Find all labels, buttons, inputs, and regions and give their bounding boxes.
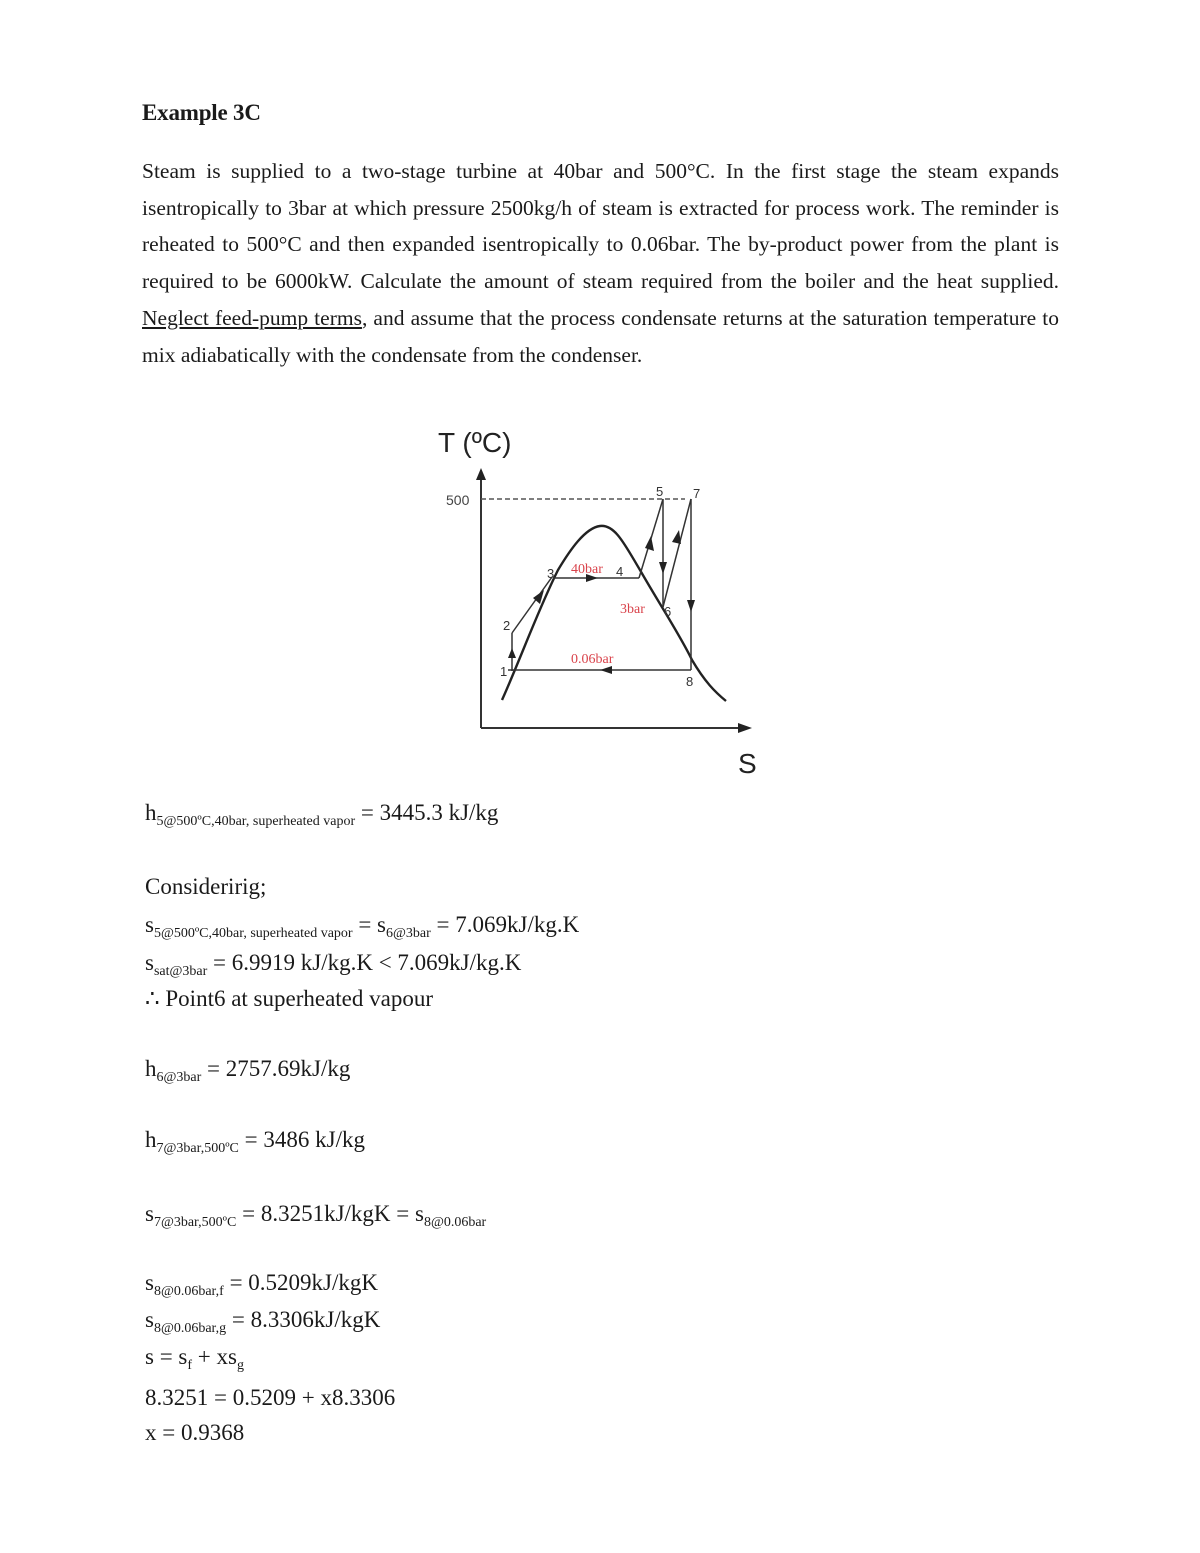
equation-s8g [145, 1307, 380, 1337]
point-label-7: 7 [693, 486, 701, 501]
arrow-4-5-icon [645, 536, 654, 551]
equation-s8f [145, 1270, 378, 1300]
eq-rhs: = 8.3306kJ/kgK [226, 1307, 381, 1332]
eq-sub: sat@3bar [153, 964, 208, 979]
y-tick-500: 500 [446, 492, 470, 508]
x-axis-label: S [738, 748, 757, 779]
eq-mid: = 8.3251kJ/kgK = s [236, 1201, 424, 1226]
eq-var: s [145, 912, 154, 937]
point-label-2: 2 [503, 618, 511, 633]
eq-sub2: 8@0.06bar [423, 1215, 487, 1230]
y-axis-label: T (ºC) [438, 427, 512, 458]
equation-s5 [145, 912, 579, 942]
equation-ssat [145, 950, 521, 980]
arrow-5-6-icon [659, 562, 667, 574]
eq-var: s [145, 1270, 154, 1295]
equation-h6 [145, 1056, 350, 1086]
eq-var: h [145, 1056, 157, 1081]
arrow-8-1-icon [600, 666, 612, 674]
eq-sub: f [187, 1358, 193, 1373]
therefore-statement: ∴ Point6 at superheated vapour [145, 986, 434, 1011]
eq-sub2: g [236, 1358, 244, 1373]
eq-mid: + xs [192, 1344, 237, 1369]
eq-sub2: 6@3bar [386, 926, 431, 941]
eq-var: s [145, 1201, 154, 1226]
point-label-3: 3 [547, 566, 555, 581]
eq-var: h [145, 1127, 157, 1152]
eq-sub: 7@3bar,500ºC [153, 1215, 237, 1230]
eq-sub: 6@3bar [156, 1070, 202, 1085]
problem-text-part2: , and assume that the process condensate returns at the saturation temperature to mix adiabatically with the condensate from the condenser. [142, 305, 1060, 367]
process-2-3 [512, 577, 552, 633]
considering-label: Consideririg; [145, 874, 267, 899]
eq-rhs: = 3486 kJ/kg [238, 1127, 365, 1152]
problem-statement [142, 153, 1059, 373]
process-6-7 [663, 499, 691, 607]
point-label-4: 4 [616, 564, 624, 579]
eq-rhs: = 3445.3 kJ/kg [360, 800, 499, 825]
eq-var: s [145, 1307, 154, 1332]
problem-text-part1: Steam is supplied to a two-stage turbine at 40bar and 500°C. In the first stage the steam expands isentropically to 3bar at which pressure 2500kg/h of steam is extracted for process work. The reminder is reheated to 500°C and then expanded isentropically to 0.06bar. The by-product power from the plant is required to be 6000kW. Calculate the amount of steam required from the boiler and the heat supplied. [142, 159, 1059, 294]
equation-quality-result: x = 0.9368 [145, 1420, 245, 1445]
equation-quality-substitution: 8.3251 = 0.5209 + x8.3306 [145, 1385, 396, 1410]
pressure-label-3bar: 3bar [620, 602, 645, 617]
arrow-6-7-icon [672, 530, 681, 544]
problem-underlined-note: Neglect feed-pump terms [142, 305, 362, 330]
arrow-7-8-icon [687, 600, 695, 612]
eq-rhs: = 2757.69kJ/kg [201, 1056, 351, 1081]
eq-var: s [145, 950, 154, 975]
equation-h7 [145, 1127, 365, 1157]
eq-sub: 5@500ºC,40bar, superheated vapor [156, 814, 356, 829]
eq-sub: 8@0.06bar,f [153, 1284, 224, 1299]
point-label-6: 6 [664, 604, 672, 619]
eq-rhs: = 7.069kJ/kg.K [430, 912, 580, 937]
pressure-label-006bar: 0.06bar [571, 652, 614, 667]
eq-rhs: = 0.5209kJ/kgK [223, 1270, 378, 1295]
point-label-5: 5 [656, 484, 664, 499]
eq-sub: 5@500ºC,40bar, superheated vapor [153, 926, 353, 941]
x-axis-arrow-icon [738, 723, 752, 733]
eq-sub: 7@3bar,500ºC [156, 1141, 239, 1156]
eq-lhs: s = s [145, 1344, 188, 1369]
equation-h5 [145, 800, 498, 830]
equation-quality-formula [145, 1344, 244, 1374]
y-axis-arrow-icon [476, 468, 486, 480]
eq-var: h [145, 800, 157, 825]
ts-diagram [420, 420, 780, 790]
eq-rhs: = 6.9919 kJ/kg.K < 7.069kJ/kg.K [207, 950, 522, 975]
eq-sub: 8@0.06bar,g [153, 1321, 227, 1336]
eq-mid: = s [352, 912, 386, 937]
arrow-1-2-icon [508, 648, 516, 658]
point-label-1: 1 [500, 664, 508, 679]
point-label-8: 8 [686, 674, 694, 689]
equation-s7 [145, 1201, 486, 1231]
pressure-label-40bar: 40bar [571, 562, 603, 577]
example-heading: Example 3C [142, 100, 261, 125]
